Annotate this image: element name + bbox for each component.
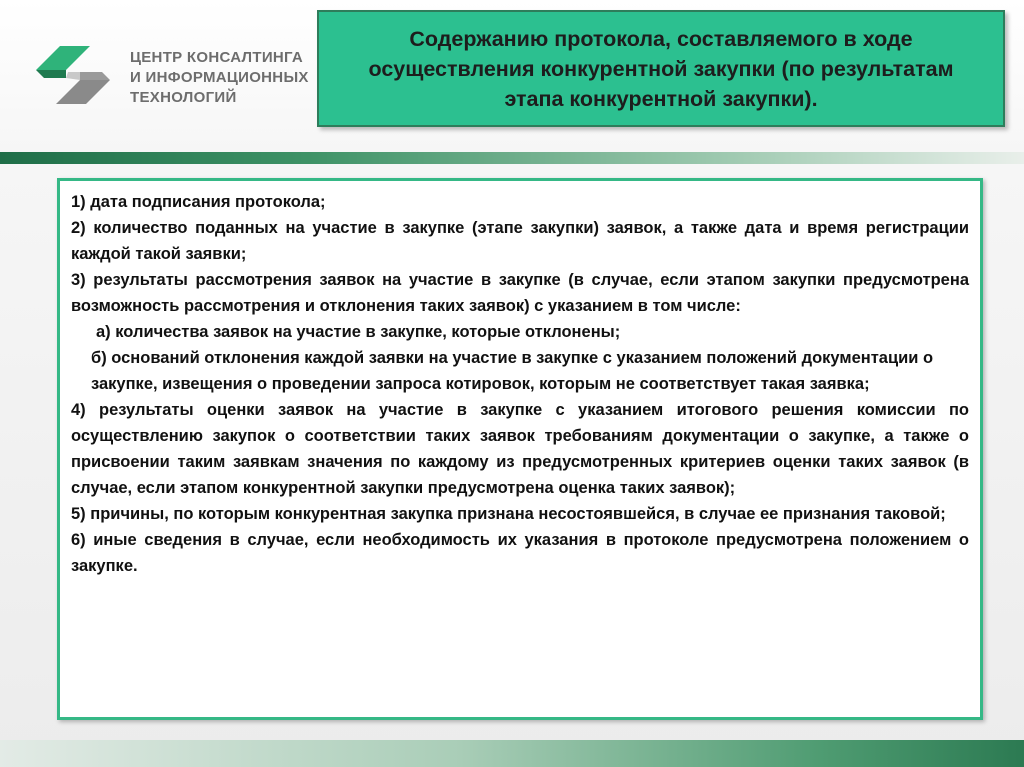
logo-line-2: И ИНФОРМАЦИОННЫХ [130,69,309,86]
list-item-6: 6) иные сведения в случае, если необходимость их указания в протоколе предусмотрена положением о закупке. [71,531,969,575]
slide-title: Содержанию протокола, составляемого в ходе осуществления конкурентной закупки (по результатам этапа конкурентной закупки). [368,26,954,111]
company-logo [32,40,322,110]
list-subitem-a: а) количества заявок на участие в закупке, которые отклонены; [96,323,621,341]
logo-mark-icon [32,42,114,108]
list-item-5: 5) причины, по которым конкурентная закупка признана несостоявшейся, в случае ее признания таковой; [71,505,946,523]
list-item-2: 2) количество поданных на участие в закупке (этапе закупки) заявок, а также дата и время регистрации каждой такой заявки; [71,219,969,263]
list-subitem-b: б) оснований отклонения каждой заявки на участие в закупке с указанием положений документации о закупке, извещения о проведении запроса котировок, которым не соответствует такая заявка; [91,349,934,393]
footer-stripe [0,740,1024,767]
title-box [317,10,1005,127]
logo-line-1: ЦЕНТР КОНСАЛТИНГА [130,49,304,66]
list-item-1: 1) дата подписания протокола; [71,193,326,211]
list-item-4: 4) результаты оценки заявок на участие в закупке с указанием итогового решения комиссии по осуществлению закупок о соответствии таких заявок требованиям документации о закупке, а также о присвоении таким заявкам значения по каждому из предусмотренных критериев оценки таких заявок (в случае, если этапом конкурентной закупки предусмотрена оценка таких заявок); [71,401,969,497]
list-item-3: 3) результаты рассмотрения заявок на участие в закупке (в случае, если этапом закупки предусмотрена возможность рассмотрения и отклонения таких заявок) с указанием в том числе: [71,271,969,315]
content-box [57,178,983,720]
header-divider-stripe [0,152,1024,164]
logo-line-3: ТЕХНОЛОГИЙ [130,89,237,106]
logo-text [130,48,330,108]
